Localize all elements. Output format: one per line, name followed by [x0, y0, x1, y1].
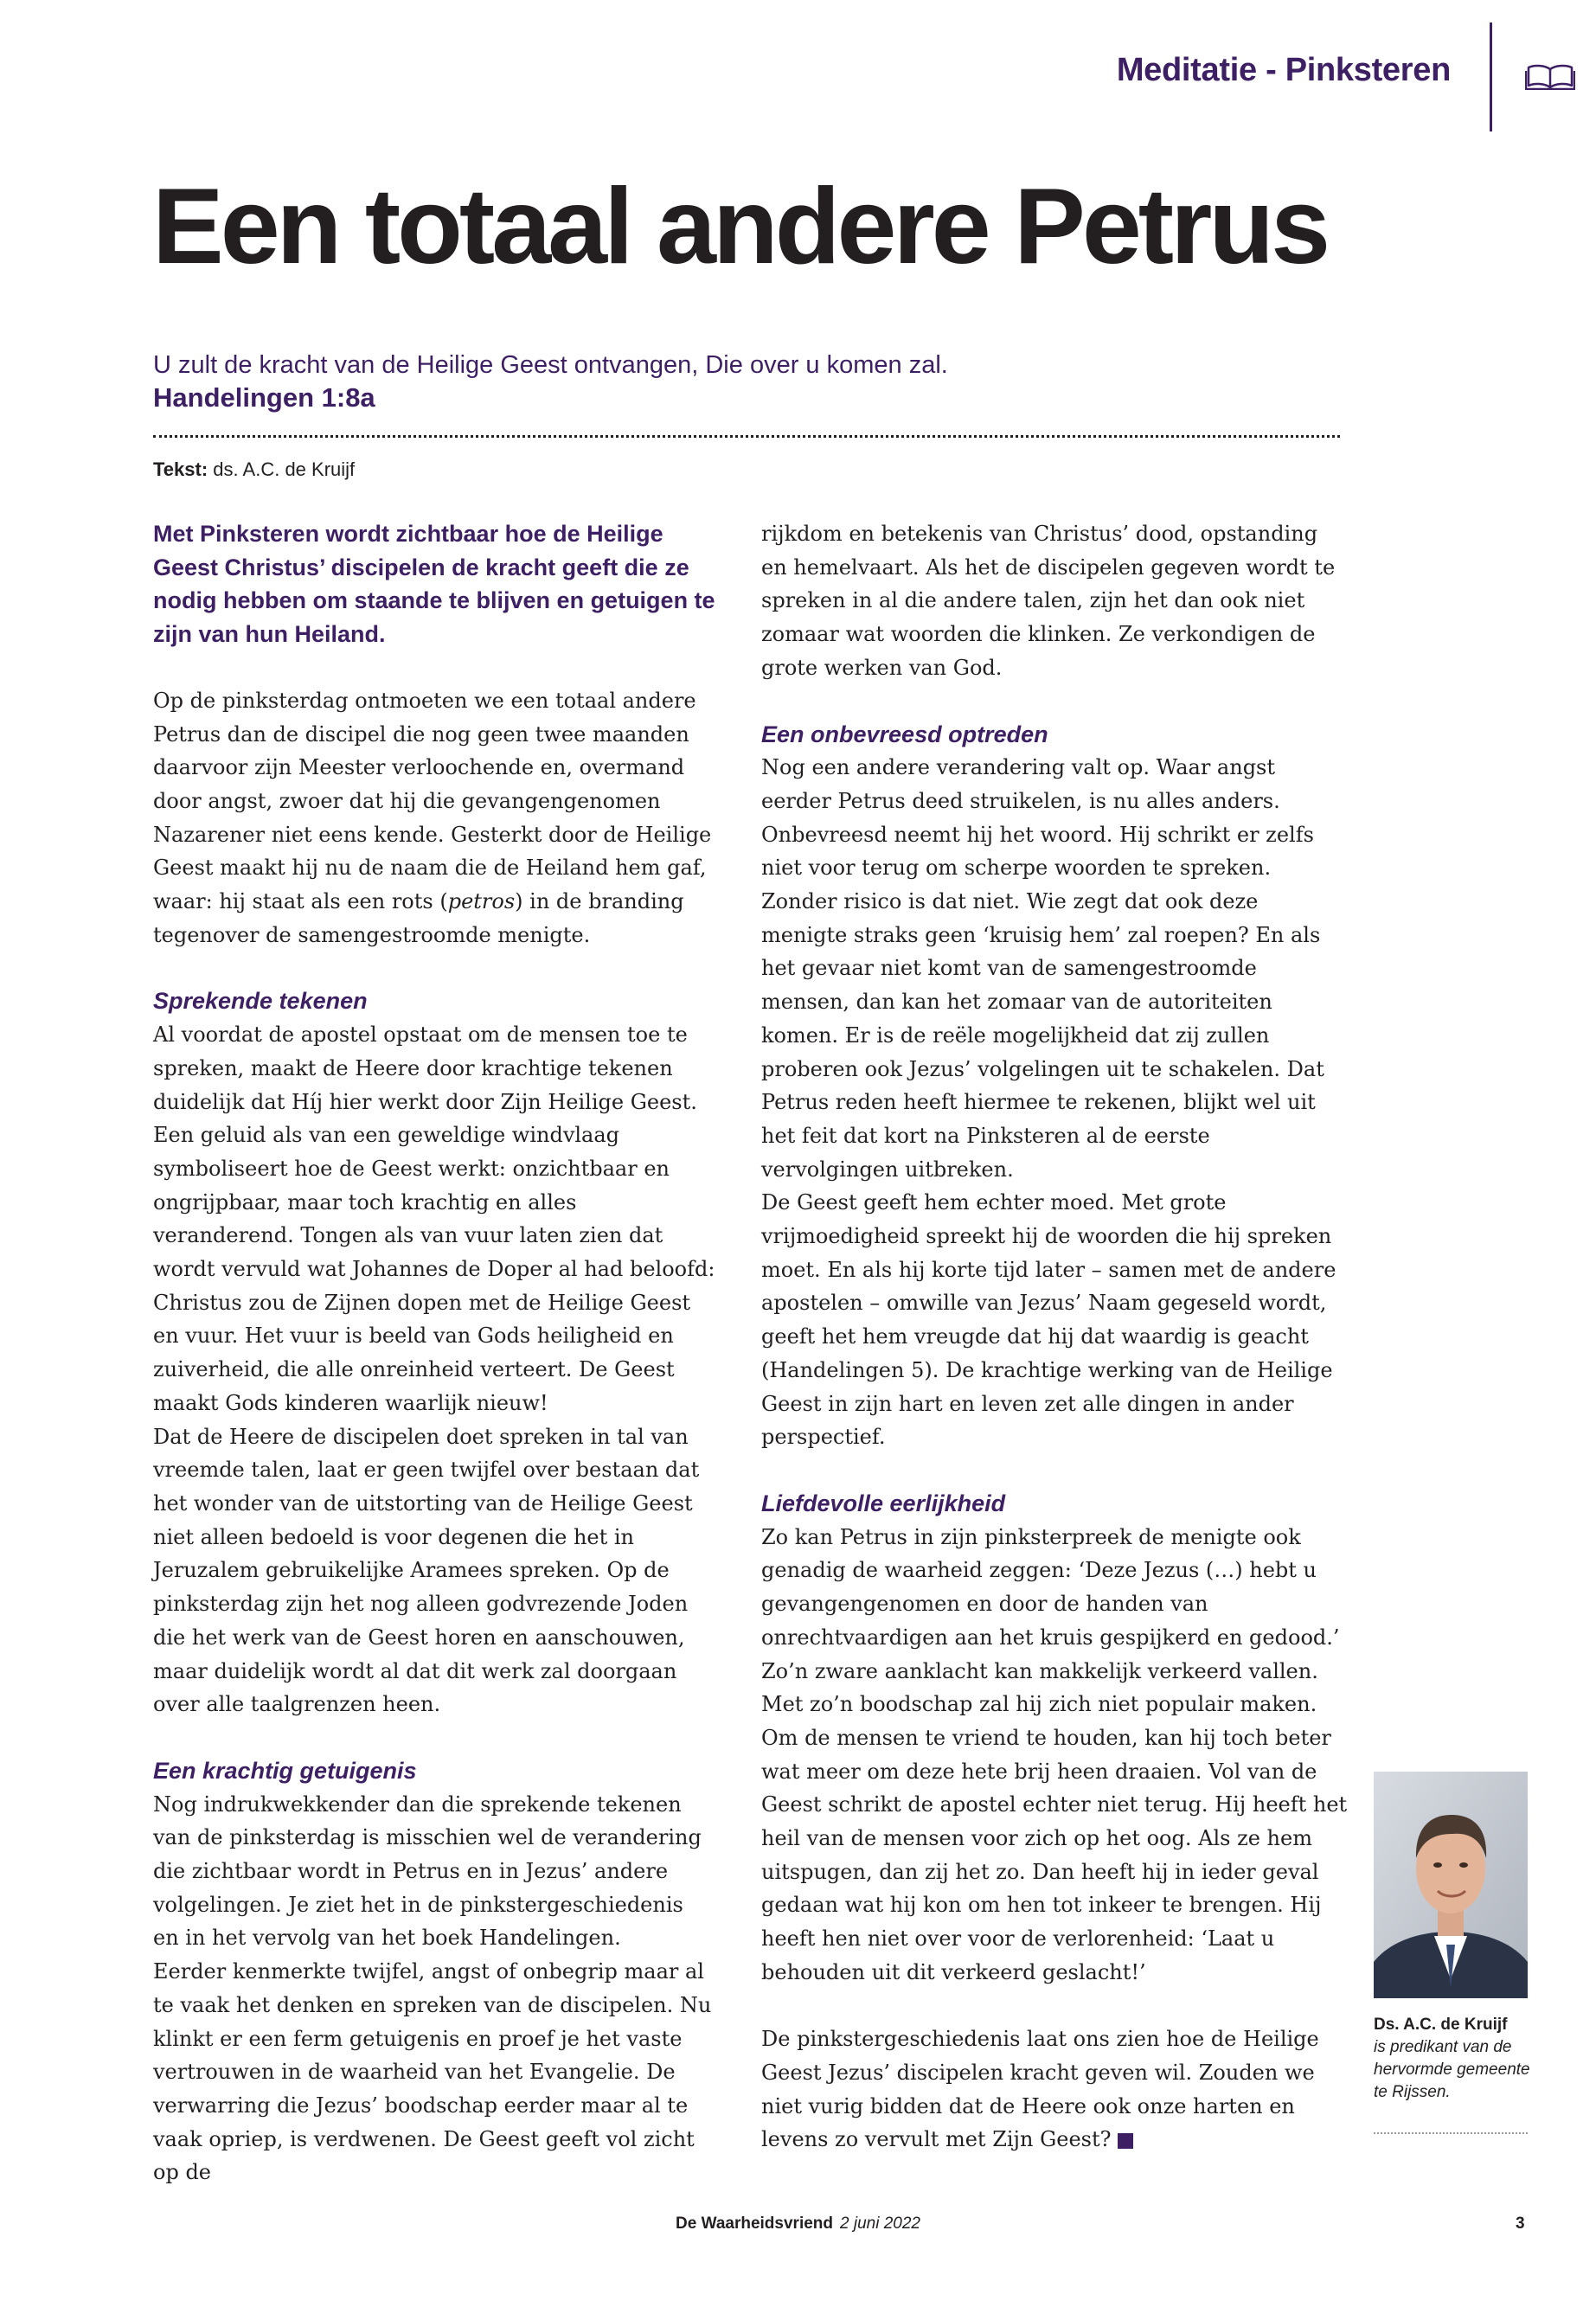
column-left: [153, 517, 715, 2189]
byline: [153, 458, 355, 481]
author-photo: [1374, 1772, 1528, 1998]
book-icon: [1525, 62, 1575, 90]
header-divider: [1490, 22, 1492, 131]
caption-divider: [1374, 2132, 1528, 2134]
author-description: is predikant van de hervormde gemeente te Rijssen.: [1374, 2038, 1530, 2101]
quote-reference: Handelingen 1:8a: [153, 382, 375, 413]
closing-paragraph: De pinkstergeschiedenis laat ons zien hoe de Heilige Geest Jezus’ discipelen kracht geven wil. Zouden we niet vurig bidden dat de Heere ook onze harten en levens zo vervult met Zijn Geest?: [761, 2027, 1319, 2152]
quote-text: U zult de kracht van de Heilige Geest ontvangen, Die over u komen zal.: [153, 351, 948, 379]
byline-author: ds. A.C. de Kruijf: [213, 458, 356, 480]
body-paragraph: Op de pinksterdag ontmoeten we een totaal andere Petrus dan de discipel die nog geen twee maanden daarvoor zijn Meester verloochende en, overmand door angst, zwoer dat hij die gevangengenomen Nazarener niet eens kende. Gesterkt door de Heilige Geest maakt hij nu de naam die de Heiland hem gaf, waar: hij staat als een rots (petros) in de branding tegenover de samengestroomde menigte.: [153, 688, 712, 947]
dotted-divider: [153, 435, 1340, 438]
column-right: [761, 517, 1349, 2157]
scripture-quote: [153, 349, 1364, 414]
magazine-name: De Waarheidsvriend: [676, 2214, 833, 2233]
author-caption: [1374, 2014, 1538, 2104]
end-mark-icon: [1118, 2133, 1133, 2149]
body-paragraph: Nog een andere verandering valt op. Waar angst eerder Petrus deed struikelen, is nu alles anders. Onbevreesd neemt hij het woord. Hij schrikt er zelfs niet voor terug om scherpe woorden te spreken. Zonder risico is dat niet. Wie zegt dat ook deze menigte straks geen ‘kruisig hem’ zal roepen? En als het gevaar niet komt van de samengestroomde mensen, dan kan het zomaar van de autoriteiten komen. Er is de reële mogelijkheid dat zij zullen proberen ook Jezus’ volgelingen uit te schakelen. Dat Petrus reden heeft hiermee te rekenen, blijkt wel uit het feit dat kort na Pinksteren al de eerste vervolgingen uitbreken. De Geest geeft hem echter moed. Met grote vrijmoedigheid spreekt hij de woorden die hij spreken moet. En als hij korte tijd later – samen met de andere apostelen – omwille van Jezus’ Naam gegeseld wordt, geeft het hem vreugde dat hij dat waardig is geacht (Handelingen 5). De krachtige werking van de Heilige Geest in zijn hart en leven zet alle dingen in ander perspectief.: [761, 755, 1336, 1450]
subheading-sprekende-tekenen: Sprekende tekenen: [153, 988, 368, 1015]
subheading-liefdevolle-eerlijkheid: Liefdevolle eerlijkheid: [761, 1490, 1006, 1516]
body-paragraph: Nog indrukwekkender dan die sprekende tekenen van de pinksterdag is misschien wel de verandering die zichtbaar wordt in Petrus en in Jezus’ andere volgelingen. Je ziet het in de pinkstergeschiedenis en in het vervolg van het boek Handelingen. Eerder kenmerkte twijfel, angst of onbegrip maar al te vaak het denken en spreken van de discipelen. Nu klinkt er een ferm getuigenis en proef je het vaste vertrouwen in de waarheid van het Evangelie. De verwarring die Jezus’ boodschap eerder maar al te vaak opriep, is verdwenen. De Geest geeft vol zicht op de: [153, 1791, 712, 2185]
intro-paragraph: Met Pinksteren wordt zichtbaar hoe de Heilige Geest Christus’ discipelen de kracht geeft die ze nodig hebben om staande te blijven en getuigen te zijn van hun Heiland.: [153, 521, 715, 648]
byline-label: Tekst:: [153, 458, 208, 480]
section-label: Meditatie - Pinksteren: [1116, 52, 1451, 88]
subheading-krachtig-getuigenis: Een krachtig getuigenis: [153, 1757, 417, 1784]
footer: [0, 2214, 1596, 2234]
issue-date: 2 juni 2022: [840, 2214, 920, 2233]
page-number: 3: [1516, 2214, 1525, 2233]
subheading-onbevreesd-optreden: Een onbevreesd optreden: [761, 721, 1048, 747]
emphasis-petros: petros: [447, 889, 516, 914]
body-paragraph: rijkdom en betekenis van Christus’ dood, opstanding en hemelvaart. Als het de discipelen gegeven wordt te spreken in al die andere talen, zijn het dan ook niet zomaar wat woorden die klinken. Ze verkondigen de grote werken van God.: [761, 522, 1336, 680]
body-paragraph: Zo kan Petrus in zijn pinksterpreek de menigte ook genadig de waarheid zeggen: ‘Deze Jezus (…) hebt u gevangengenomen en door de handen van onrechtvaardigen aan het kruis gespijkerd en gedood.’ Zo’n zware aanklacht kan makkelijk verkeerd vallen. Met zo’n boodschap zal hij zich niet populair maken. Om de mensen te vriend te houden, kan hij toch beter wat meer om deze hete brij heen draaien. Vol van de Geest schrikt de apostel echter niet terug. Hij heeft het heil van de mensen voor zich op het oog. Als ze hem uitspugen, dan zij het zo. Dan heeft hij in ieder geval gedaan wat hij kon om hen tot inkeer te brengen. Hij heeft hen niet over voor de verlorenheid: ‘Laat u behouden uit dit verkeerd geslacht!’: [761, 1524, 1348, 1984]
article-title: Een totaal andere Petrus: [152, 167, 1328, 286]
author-name: Ds. A.C. de Kruijf: [1374, 2016, 1508, 2034]
body-paragraph: Al voordat de apostel opstaat om de mensen toe te spreken, maakt de Heere door krachtige tekenen duidelijk dat Híj hier werkt door Zijn Heilige Geest. Een geluid als van een geweldige windvlaag symboliseert hoe de Geest werkt: onzichtbaar en ongrijpbaar, maar toch krachtig en alles veranderend. Tongen als van vuur laten zien dat wordt vervuld wat Johannes de Doper al had beloofd: Christus zou de Zijnen dopen met de Heilige Geest en vuur. Het vuur is beeld van Gods heiligheid en zuiverheid, die alle onreinheid verteert. De Geest maakt Gods kinderen waarlijk nieuw! Dat de Heere de discipelen doet spreken in tal van vreemde talen, laat er geen twijfel over bestaan dat het wonder van de uitstorting van de Heilige Geest niet alleen bedoeld is voor degenen die het in Jeruzalem gebruikelijke Aramees spreken. Op de pinksterdag zijn het nog alleen godvrezende Joden die het werk van de Geest horen en aanschouwen, maar duidelijk wordt al dat dit werk zal doorgaan over alle taalgrenzen heen.: [153, 1022, 715, 1717]
